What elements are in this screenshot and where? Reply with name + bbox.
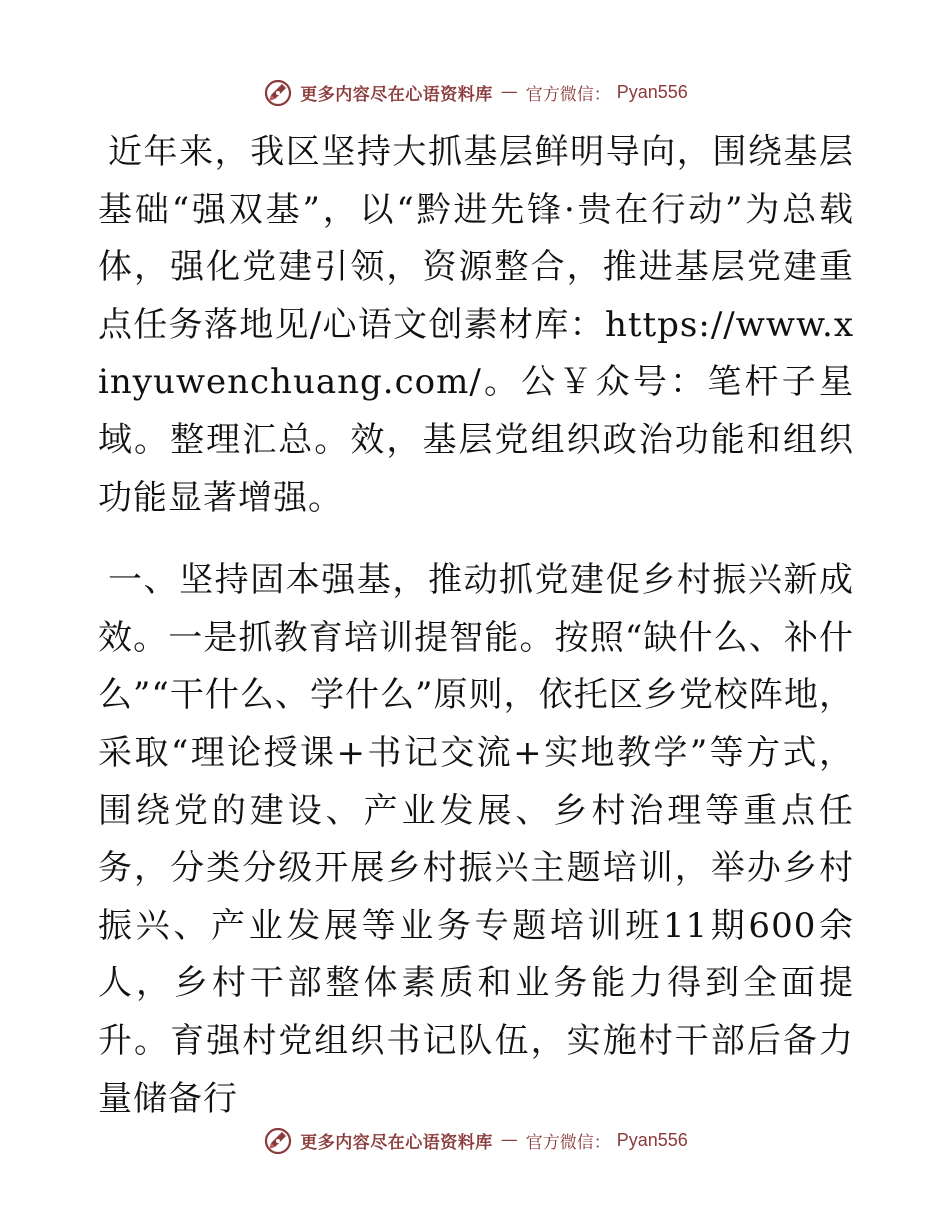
footer-watermark-banner [0, 1120, 950, 1160]
footer-banner-text: 更多内容尽在心语资料库 [300, 1132, 493, 1153]
paragraph-section-one: 一、坚持固本强基，推动抓党建促乡村振兴新成效。一是抓教育培训提智能。按照“缺什么、补什么”“干什么、学什么”原则，依托区乡党校阵地，采取“理论授课+书记交流+实地教学”等方式，围绕党的建设、产业发展、乡村治理等重点任务，分类分级开展乡村振兴主题培训，举办乡村振兴、产业发展等业务专题培训班11期600余人，乡村干部整体素质和业务能力得到全面提升。育强村党组织书记队伍，实施村干部后备力量储备行 [98, 560, 854, 1119]
document-body [98, 124, 854, 1128]
footer-wechat-id: Pyan556 [616, 1129, 688, 1150]
header-banner-text: 更多内容尽在心语资料库 [300, 84, 493, 105]
paragraph-intro: 近年来，我区坚持大抓基层鲜明导向，围绕基层基础“强双基”，以“黔进先锋·贵在行动”为总载体，强化党建引领，资源整合，推进基层党建重点任务落地见/心语文创素材库：https://www.xinyuwenchuang.com/。公￥众号：笔杆子星域。整理汇总。效，基层党组织政治功能和组织功能显著增强。 [98, 132, 854, 518]
footer-banner-dash: — [500, 1130, 518, 1150]
footer-wechat-label: 官方微信： [525, 1132, 611, 1153]
header-banner-dash: — [500, 82, 518, 102]
pen-logo-icon [262, 1124, 294, 1156]
pen-logo-icon [262, 76, 294, 108]
header-wechat-id: Pyan556 [616, 81, 688, 102]
header-wechat-label: 官方微信： [525, 84, 611, 105]
header-watermark-banner [0, 72, 950, 112]
